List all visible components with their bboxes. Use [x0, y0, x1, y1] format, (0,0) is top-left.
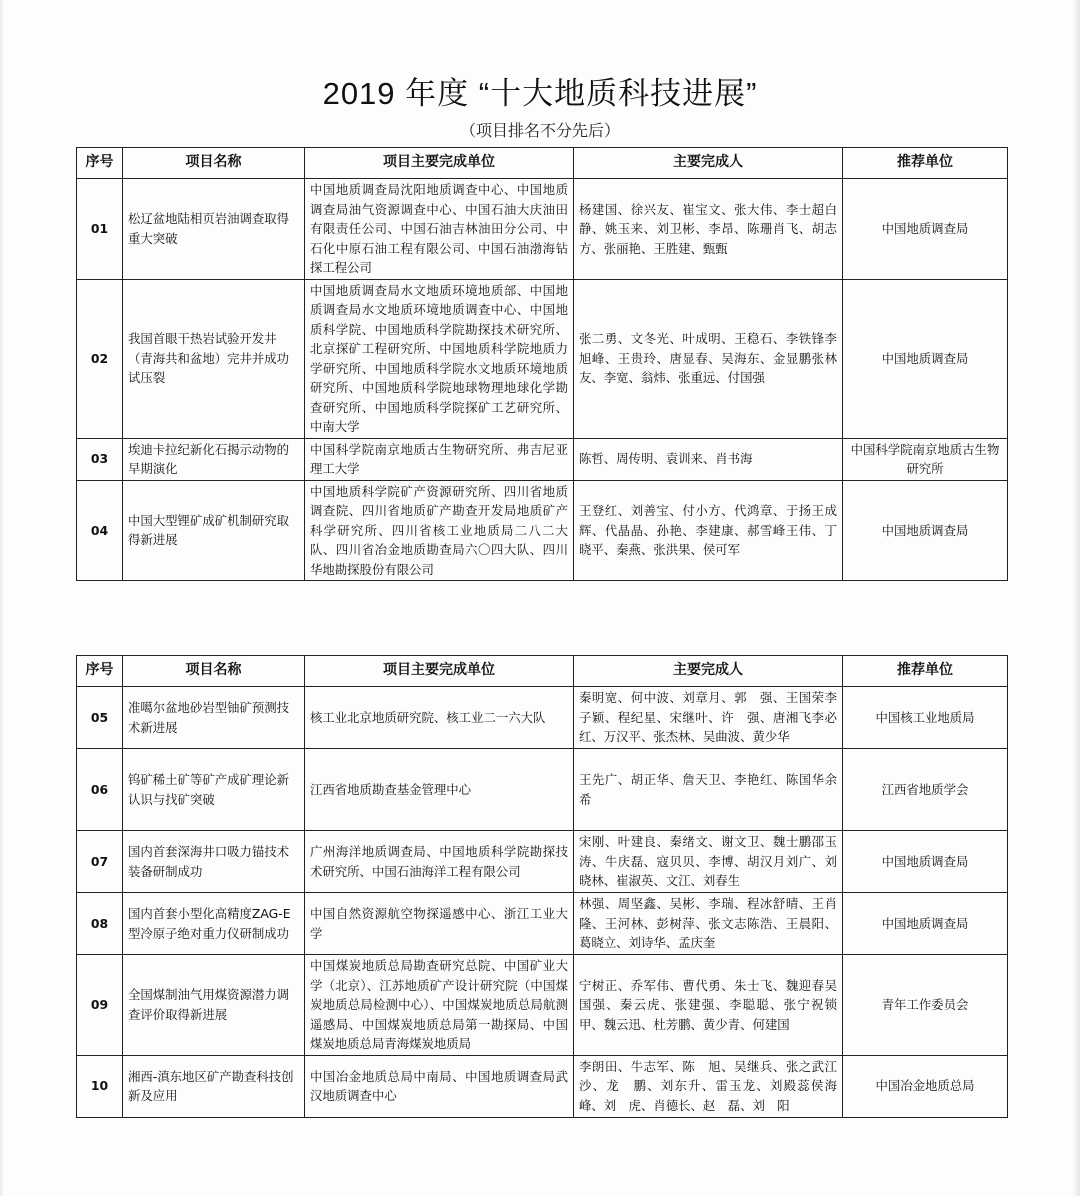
row-units: 中国科学院南京地质古生物研究所、弗吉尼亚理工大学: [305, 438, 574, 480]
page-subtitle: （项目排名不分先后）: [459, 121, 620, 140]
projects-table-part-1: [76, 147, 1008, 581]
row-units: 中国地质调查局水文地质环境地质部、中国地质调查局水文地质环境地质调查中心、中国地质科学院、中国地质科学院勘探技术研究所、北京探矿工程研究所、中国地质科学院地质力学研究所、中国地质科学院水文地质环境地质研究所、中国地质科学院地球物理地球化学勘查研究所、中国地质科学院探矿工艺研究所、中南大学: [305, 279, 574, 438]
row-seq: 10: [77, 1055, 123, 1117]
row-people: 宋刚、叶建良、秦绪文、谢文卫、魏士鹏邵玉涛、牛庆磊、寇贝贝、李博、胡汉月刘广、刘晓林、崔淑英、文江、刘春生: [574, 831, 843, 893]
row-units: 中国地质科学院矿产资源研究所、四川省地质调查院、四川省地质矿产勘查开发局地质矿产科学研究所、四川省核工业地质局二八二大队、四川省冶金地质勘查局六〇四大队、四川华地勘探股份有限公司: [305, 480, 574, 581]
header-project-name: 项目名称: [123, 656, 305, 687]
row-units: 中国煤炭地质总局勘查研究总院、中国矿业大学（北京）、江苏地质矿产设计研究院（中国煤炭地质总局检测中心）、中国煤炭地质总局航测遥感局、中国煤炭地质总局第一勘探局、中国煤炭地质总局青海煤炭地质局: [305, 955, 574, 1056]
row-project-name: 中国大型锂矿成矿机制研究取得新进展: [123, 480, 305, 581]
row-recommender: 中国核工业地质局: [843, 687, 1008, 749]
header-units: 项目主要完成单位: [305, 148, 574, 179]
row-seq: 02: [77, 279, 123, 438]
table-header-row: [77, 148, 1008, 179]
row-people: 秦明宽、何中波、刘章月、郭 强、王国荣李子颖、程纪星、宋继叶、许 强、唐湘飞李必红、万汉平、张杰林、吴曲波、黄少华: [574, 687, 843, 749]
row-seq: 07: [77, 831, 123, 893]
table-row: [77, 831, 1008, 893]
table-row: [77, 687, 1008, 749]
row-seq: 06: [77, 749, 123, 831]
row-project-name: 国内首套深海井口吸力锚技术装备研制成功: [123, 831, 305, 893]
header-recommender: 推荐单位: [843, 656, 1008, 687]
row-people: 王登红、刘善宝、付小方、代鸿章、于扬王成辉、代晶晶、孙艳、李建康、郝雪峰王伟、丁晓平、秦燕、张洪果、侯可军: [574, 480, 843, 581]
row-units: 中国地质调查局沈阳地质调查中心、中国地质调查局油气资源调查中心、中国石油大庆油田有限责任公司、中国石油吉林油田分公司、中石化中原石油工程有限公司、中国石油渤海钻探工程公司: [305, 179, 574, 280]
header-people: 主要完成人: [574, 656, 843, 687]
header-units: 项目主要完成单位: [305, 656, 574, 687]
table-row: [77, 279, 1008, 438]
row-seq: 01: [77, 179, 123, 280]
row-project-name: 我国首眼干热岩试验开发井（青海共和盆地）完井并成功试压裂: [123, 279, 305, 438]
row-people: 林强、周坚鑫、吴彬、李瑞、程冰舒晴、王肖隆、王河林、彭树萍、张文志陈浩、王晨阳、葛晓立、刘诗华、孟庆奎: [574, 893, 843, 955]
row-units: 核工业北京地质研究院、核工业二一六大队: [305, 687, 574, 749]
row-people: 张二勇、文冬光、叶成明、王稳石、李铁锋李旭峰、王贵玲、唐显春、吴海东、金显鹏张林友、李宽、翁炜、张重远、付国强: [574, 279, 843, 438]
row-people: 杨建国、徐兴友、崔宝文、张大伟、李士超白静、姚玉来、刘卫彬、李昂、陈珊肖飞、胡志方、张丽艳、王胜建、甄甄: [574, 179, 843, 280]
row-recommender: 中国冶金地质总局: [843, 1055, 1008, 1117]
row-project-name: 松辽盆地陆相页岩油调查取得重大突破: [123, 179, 305, 280]
header-seq: 序号: [77, 656, 123, 687]
page-title: 2019 年度 “十大地质科技进展”: [322, 76, 758, 111]
row-people: 宁树正、乔军伟、曹代勇、朱士飞、魏迎春吴国强、秦云虎、张建强、李聪聪、张宁祝锁甲、魏云迅、杜芳鹏、黄少青、何建国: [574, 955, 843, 1056]
table-row: [77, 749, 1008, 831]
table-row: [77, 179, 1008, 280]
row-people: 王先广、胡正华、詹天卫、李艳红、陈国华余 希: [574, 749, 843, 831]
row-units: 中国冶金地质总局中南局、中国地质调查局武汉地质调查中心: [305, 1055, 574, 1117]
table-header-row: [77, 656, 1008, 687]
row-project-name: 全国煤制油气用煤资源潜力调查评价取得新进展: [123, 955, 305, 1056]
row-recommender: 中国地质调查局: [843, 480, 1008, 581]
header-recommender: 推荐单位: [843, 148, 1008, 179]
table-row: [77, 438, 1008, 480]
row-project-name: 准噶尔盆地砂岩型铀矿预测技术新进展: [123, 687, 305, 749]
row-recommender: 中国地质调查局: [843, 179, 1008, 280]
header-project-name: 项目名称: [123, 148, 305, 179]
row-people: 陈哲、周传明、袁训来、肖书海: [574, 438, 843, 480]
row-project-name: 国内首套小型化高精度ZAG-E 型冷原子绝对重力仪研制成功: [123, 893, 305, 955]
row-project-name: 钨矿稀土矿等矿产成矿理论新认识与找矿突破: [123, 749, 305, 831]
row-units: 中国自然资源航空物探遥感中心、浙江工业大学: [305, 893, 574, 955]
row-recommender: 中国科学院南京地质古生物研究所: [843, 438, 1008, 480]
projects-table-part-2: [76, 655, 1008, 1118]
row-recommender: 中国地质调查局: [843, 893, 1008, 955]
row-units: 广州海洋地质调查局、中国地质科学院勘探技术研究所、中国石油海洋工程有限公司: [305, 831, 574, 893]
row-people: 李朗田、牛志军、陈 旭、吴继兵、张之武江 沙、龙 鹏、刘东升、雷玉龙、刘殿蕊侯海峰、刘 虎、肖德长、赵 磊、刘 阳: [574, 1055, 843, 1117]
row-seq: 03: [77, 438, 123, 480]
table-row: [77, 480, 1008, 581]
row-seq: 08: [77, 893, 123, 955]
row-project-name: 埃迪卡拉纪新化石揭示动物的早期演化: [123, 438, 305, 480]
row-project-name: 湘西-滇东地区矿产勘查科技创新及应用: [123, 1055, 305, 1117]
row-recommender: 中国地质调查局: [843, 831, 1008, 893]
row-units: 江西省地质勘查基金管理中心: [305, 749, 574, 831]
table-row: [77, 893, 1008, 955]
row-seq: 05: [77, 687, 123, 749]
row-recommender: 青年工作委员会: [843, 955, 1008, 1056]
row-recommender: 江西省地质学会: [843, 749, 1008, 831]
row-seq: 04: [77, 480, 123, 581]
header-seq: 序号: [77, 148, 123, 179]
header-people: 主要完成人: [574, 148, 843, 179]
row-recommender: 中国地质调查局: [843, 279, 1008, 438]
table-row: [77, 1055, 1008, 1117]
table-row: [77, 955, 1008, 1056]
row-seq: 09: [77, 955, 123, 1056]
